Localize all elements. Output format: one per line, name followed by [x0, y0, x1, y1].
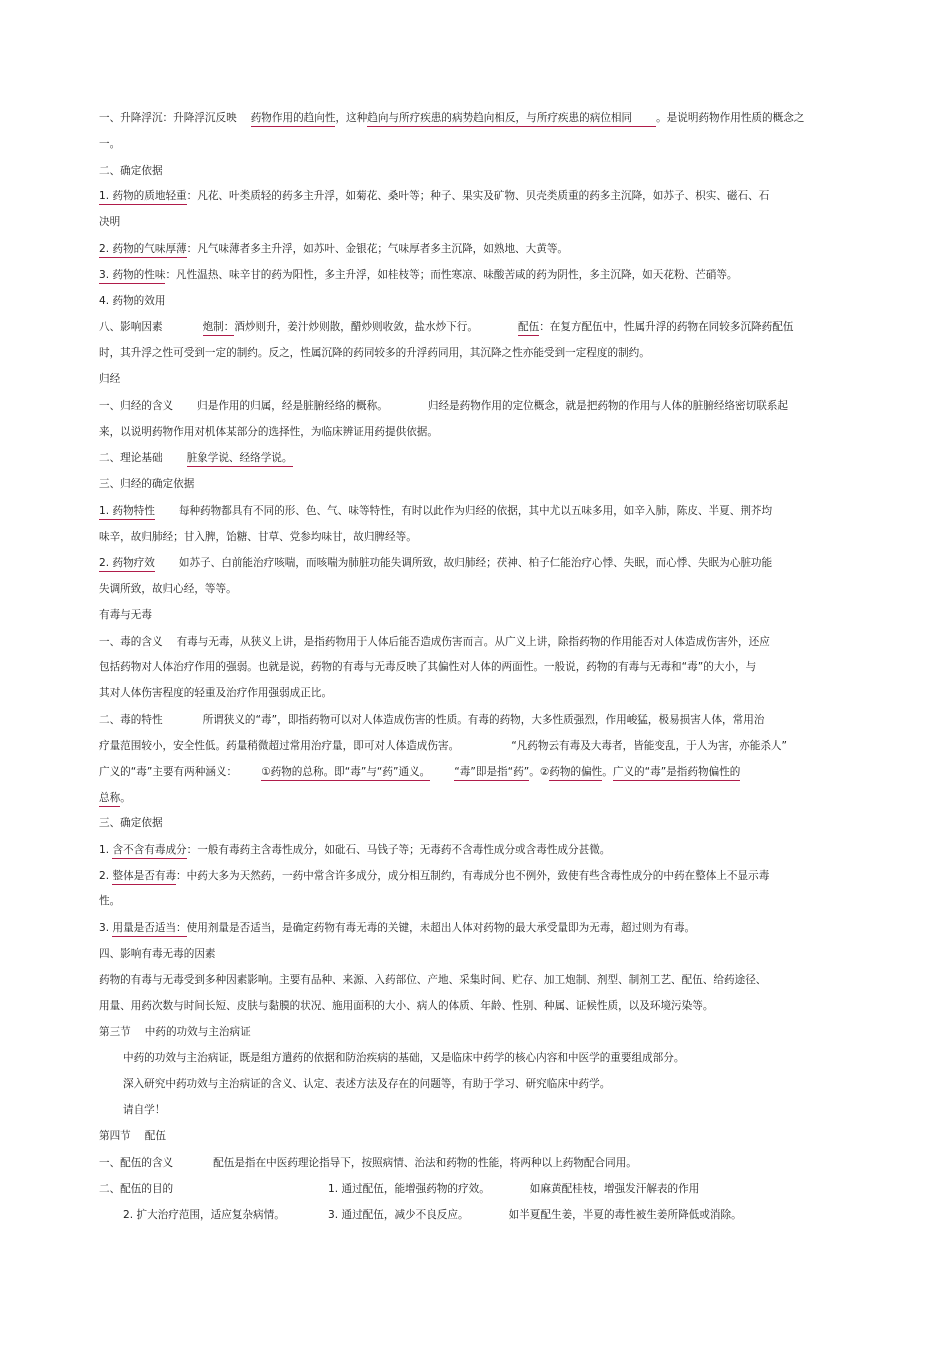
- paragraph-meridian-meaning: [99, 399, 788, 413]
- heading-meridian: [99, 372, 120, 386]
- heading-text: 三、归经的确定依据: [99, 478, 195, 490]
- text: 深入研究中药功效与主治病证的含义、认定、表述方法及存在的问题等，有助于学习、研究临床中药学。: [123, 1078, 611, 1090]
- text: 二、毒的特性: [99, 714, 163, 726]
- heading-toxicity-basis: [99, 816, 163, 830]
- paragraph-compatibility-meaning: [99, 1156, 637, 1170]
- text: 如麻黄配桂枝，增强发汗解表的作用: [529, 1183, 700, 1195]
- text: 使用剂量是否适当，是确定药物有毒无毒的关键，未超出人体对药物的最大承受量即为无毒，超过则为有毒。: [186, 922, 696, 934]
- text: 如半夏配生姜，半夏的毒性被生姜所降低或消除。: [508, 1209, 742, 1221]
- paragraph-compatibility-purpose: [99, 1182, 173, 1196]
- text: 一、配伍的含义: [99, 1157, 174, 1169]
- section-number: 第三节: [99, 1026, 131, 1038]
- text: 决明: [99, 216, 121, 228]
- paragraph-texture: [99, 189, 769, 203]
- heading-text: 二、确定依据: [99, 165, 163, 177]
- text: 3.: [99, 922, 113, 934]
- underlined-term: 2. 药物疗效: [99, 557, 155, 572]
- underlined-term: 1. 药物特性: [99, 505, 155, 520]
- paragraph-self-study: [123, 1103, 165, 1117]
- text: 包括药物对人体治疗作用的强弱。也就是说，药物的有毒与无毒反映了其偏性对人体的两面性。一般说，药物的有毒与无毒和“毒”的大小，与: [99, 661, 757, 673]
- underlined-term: 总称: [99, 792, 120, 807]
- text: 一。: [99, 138, 121, 150]
- text: ：凡性温热、味辛甘的药为阳性，多主升浮，如桂枝等；而性寒凉、味酸苦咸的药为阴性，多主沉降，如天花粉、芒硝等。: [165, 269, 738, 281]
- text: 2. 扩大治疗范围，适应复杂病情。: [123, 1209, 285, 1221]
- text: 失调所致，故归心经，等等。: [99, 583, 237, 595]
- paragraph-line: [99, 137, 120, 151]
- section-heading-4: [99, 1129, 166, 1143]
- text: 如苏子、白前能治疗咳喘，而咳喘为肺脏功能失调所致，故归肺经；茯神、柏子仁能治疗心悸、失眠，而心悸、失眠为心脏功能: [178, 557, 773, 569]
- paragraph-line: [99, 530, 417, 544]
- text: 二、理论基础: [99, 452, 163, 464]
- underlined-term: 炮制：: [203, 321, 235, 336]
- paragraph-broad-toxicity: [99, 765, 740, 779]
- text: ：凡气味薄者多主升浮，如苏叶、金银花；气味厚者多主沉降，如熟地、大黄等。: [186, 243, 569, 255]
- text: 一、升降浮沉：升降浮沉反映: [99, 112, 237, 124]
- text: 3. 通过配伍，减少不良反应。: [328, 1209, 469, 1221]
- text: 请自学！: [123, 1104, 166, 1116]
- underlined-term: 广义的“毒”是指药物偏性的: [613, 766, 741, 781]
- text: 每种药物都具有不同的形、色、气、味等特性，有时以此作为归经的依据，其中尤以五味多用，如辛入肺，陈皮、半夏、荆芥均: [178, 505, 773, 517]
- paragraph-qi-flavor: [99, 242, 568, 256]
- paragraph-whole-toxicity: [99, 869, 769, 883]
- paragraph-line: [99, 425, 438, 439]
- text: 性。: [99, 895, 121, 907]
- text: 味辛，故归肺经；甘入脾，饴糖、甘草、党参均味甘，故归脾经等。: [99, 531, 417, 543]
- underlined-term: 3. 药物的性味: [99, 269, 165, 284]
- section-heading-3: [99, 1025, 251, 1039]
- paragraph-toxic-content: [99, 843, 610, 857]
- quote: “凡药物云有毒及大毒者，皆能变乱，于人为害，亦能杀人”: [511, 740, 788, 752]
- paragraph-line: [99, 894, 120, 908]
- paragraph-purpose-item-3: [328, 1208, 742, 1222]
- underlined-term: 1. 药物的质地轻重: [99, 190, 187, 205]
- underlined-term: 脏象学说、经络学说。: [187, 452, 293, 467]
- text: 酒炒则升，姜汁炒则散，醋炒则收敛，盐水炒下行。: [234, 321, 478, 333]
- text: 广义的“毒”主要有两种涵义：: [99, 766, 238, 778]
- section-title: 中药的功效与主治病证: [144, 1026, 251, 1038]
- text: ：一般有毒药主含毒性成分，如砒石、马钱子等；无毒药不含毒性成分或含毒性成分甚微。: [186, 844, 611, 856]
- underlined-term: 药物作用的趋向性: [251, 112, 336, 127]
- heading-influence-factors: [99, 947, 216, 961]
- paragraph-theory: [99, 451, 293, 465]
- heading-text: 三、确定依据: [99, 817, 163, 829]
- paragraph-factors: [99, 973, 766, 987]
- underlined-term: 配伍: [518, 321, 539, 336]
- text: 4. 药物的效用: [99, 295, 166, 307]
- heading-meridian-basis: [99, 477, 194, 491]
- text: ：凡花、叶类质轻的药多主升浮，如菊花、桑叶等；种子、果实及矿物、贝壳类质重的药多主沉降，如苏子、枳实、磁石、石: [186, 190, 770, 202]
- paragraph-nature-flavor: [99, 268, 738, 282]
- paragraph-dosage: [99, 921, 695, 935]
- text: 。②: [529, 766, 550, 778]
- text: 1. 通过配伍，能增强药物的疗效。: [328, 1183, 490, 1195]
- text: 来，以说明药物作用对机体某部分的选择性，为临床辨证用药提供依据。: [99, 426, 438, 438]
- text: 中药的功效与主治病证，既是组方遣药的依据和防治疾病的基础，又是临床中药学的核心内容和中医学的重要组成部分。: [123, 1052, 685, 1064]
- text: 。是说明药物作用性质的概念之: [656, 112, 805, 124]
- paragraph-influence: [99, 320, 793, 334]
- section-title: 配伍: [144, 1130, 166, 1142]
- text: 所谓狭义的“毒”，即指药物可以对人体造成伤害的性质。有毒的药物，大多性质强烈，作用峻猛，极易损害人体，常用治: [202, 714, 765, 726]
- heading-text: 四、影响有毒无毒的因素: [99, 948, 216, 960]
- heading-text: 归经: [99, 373, 121, 385]
- paragraph-line: [99, 215, 120, 229]
- paragraph-line: [99, 582, 237, 596]
- paragraph-ascending-floating: [99, 111, 804, 125]
- underlined-term: 2. 药物的气味厚薄: [99, 243, 187, 258]
- text: 八、影响因素: [99, 321, 163, 333]
- text: 。: [602, 766, 613, 778]
- paragraph-purpose-item-2: [123, 1208, 285, 1222]
- underlined-term: 整体是否有毒: [112, 870, 176, 885]
- text: 用量、用药次数与时间长短、皮肤与黏膜的状况、施用面积的大小、病人的体质、年龄、性别、种属、证候性质，以及环境污染等。: [99, 1000, 714, 1012]
- text: 配伍是指在中医药理论指导下，按照病情、治法和药物的性能，将两种以上药物配合同用。: [213, 1157, 637, 1169]
- text: 1.: [99, 844, 113, 856]
- paragraph-line: [99, 660, 756, 674]
- paragraph-line: [99, 346, 650, 360]
- paragraph-line: [99, 739, 787, 753]
- text: ：在复方配伍中，性属升浮的药物在同较多沉降药配伍: [539, 321, 794, 333]
- paragraph-drug-efficacy: [99, 556, 772, 570]
- text: 其对人体伤害程度的轻重及治疗作用强弱成正比。: [99, 687, 333, 699]
- paragraph-line: [99, 999, 713, 1013]
- underlined-term: 用量是否适当：: [112, 922, 186, 937]
- text: 归是作用的归属，经是脏腑经络的概称。: [197, 400, 388, 412]
- text: 疗量范围较小，安全性低。药量稍微超过常用治疗量，即可对人体造成伤害。: [99, 740, 460, 752]
- text: 。: [120, 792, 131, 804]
- paragraph-efficacy: [99, 294, 165, 308]
- paragraph-line: [99, 686, 332, 700]
- text: 二、配伍的目的: [99, 1183, 174, 1195]
- underlined-term: ①药物的总称。即“毒”与“药”通义。: [261, 766, 430, 781]
- text: 一、归经的含义: [99, 400, 174, 412]
- text: 一、毒的含义: [99, 636, 163, 648]
- paragraph-line: [99, 791, 131, 805]
- text: ，这种: [335, 112, 368, 124]
- heading-toxicity: [99, 608, 152, 622]
- paragraph-drug-traits: [99, 504, 772, 518]
- text: 时，其升浮之性可受到一定的制约。反之，性属沉降的药同较多的升浮药同用，其沉降之性亦能受到一定程度的制约。: [99, 347, 650, 359]
- underlined-term: 药物的偏性: [549, 766, 602, 781]
- text: 药物的有毒与无毒受到多种因素影响。主要有品种、来源、入药部位、产地、采集时间、贮存、加工炮制、剂型、制剂工艺、配伍、给药途径、: [99, 974, 767, 986]
- paragraph-efficacy-research: [123, 1077, 610, 1091]
- paragraph-purpose-item-1: [328, 1182, 699, 1196]
- text: 有毒与无毒，从狭义上讲，是指药物用于人体后能否造成伤害而言。从广义上讲，除指药物的作用能否对人体造成伤害外，还应: [176, 636, 770, 648]
- paragraph-toxicity-meaning: [99, 635, 770, 649]
- heading-text: 有毒与无毒: [99, 609, 152, 621]
- section-number: 第四节: [99, 1130, 131, 1142]
- text: 2.: [99, 870, 113, 882]
- underlined-term: 含不含有毒成分: [112, 844, 186, 859]
- underlined-term: “毒”即是指“药”: [454, 766, 529, 781]
- text: ：中药大多为天然药，一药中常含许多成分，成分相互制约，有毒成分也不例外，致使有些含毒性成分的中药在整体上不显示毒: [176, 870, 770, 882]
- text: 归经是药物作用的定位概念，就是把药物的作用与人体的脏腑经络密切联系起: [427, 400, 789, 412]
- underlined-term: 趋向与所疗疾患的病势趋向相反，与所疗疾患的病位相同: [367, 112, 656, 127]
- paragraph-toxicity-traits: [99, 713, 764, 727]
- heading-basis: [99, 164, 163, 178]
- paragraph-efficacy-intro: [123, 1051, 684, 1065]
